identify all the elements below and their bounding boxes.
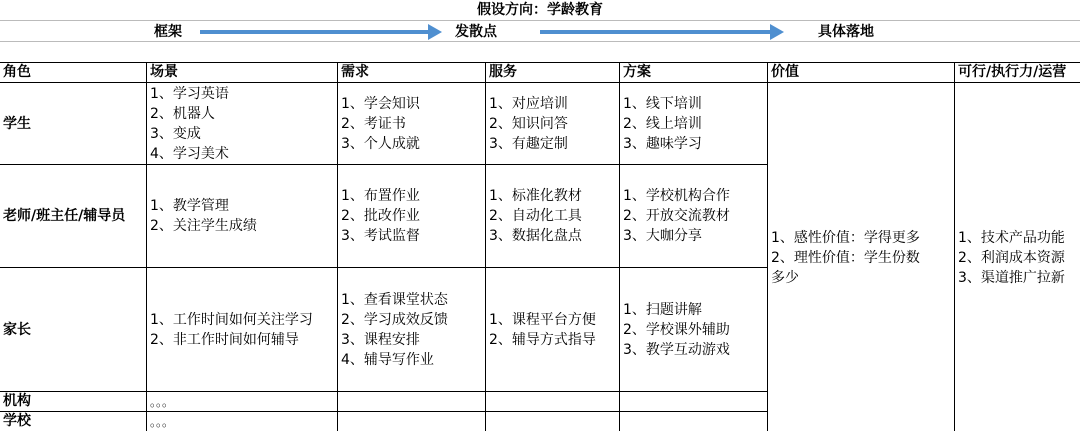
service-item: 2、知识问答 [489, 115, 568, 132]
row-student-scene [150, 83, 336, 164]
header-plan: 方案 [623, 64, 651, 80]
row-institution-scene: 。。。 [150, 395, 175, 409]
row-parent-service [489, 268, 618, 391]
scene-item: 2、机器人 [150, 105, 215, 122]
row-role-school: 学校 [3, 413, 31, 429]
need-item: 2、考证书 [341, 115, 406, 132]
flow-step-framework: 框架 [154, 24, 182, 40]
need-item: 1、查看课堂状态 [341, 291, 448, 308]
need-item: 2、学习成效反馈 [341, 311, 448, 328]
grid-line [485, 62, 486, 431]
row-teacher-plan [623, 165, 766, 267]
grid-line [337, 62, 338, 431]
value-item: 2、理性价值：学生份数 [771, 250, 920, 266]
need-item: 2、批改作业 [341, 208, 420, 224]
sheet-title: 假设方向：学龄教育 [477, 2, 603, 18]
row-role-institution: 机构 [3, 393, 31, 409]
header-value: 价值 [771, 64, 799, 80]
need-item: 1、布置作业 [341, 188, 420, 204]
need-item: 3、课程安排 [341, 331, 420, 348]
row-student-plan [623, 83, 766, 164]
feasibility-item: 3、渠道推广拉新 [958, 270, 1065, 286]
grid-line [619, 62, 620, 431]
row-teacher-need [341, 165, 484, 267]
header-need: 需求 [341, 64, 369, 80]
scene-item: 3、变成 [150, 125, 201, 142]
need-item: 3、个人成就 [341, 135, 420, 152]
row-teacher-scene [150, 165, 336, 267]
plan-item: 2、学校课外辅助 [623, 321, 730, 338]
role-label: 家长 [3, 321, 31, 338]
role-label: 学生 [3, 115, 31, 132]
row-student-need [341, 83, 484, 164]
grid-line [0, 41, 1080, 42]
grid-line [0, 20, 1080, 21]
feasibility-item: 2、利润成本资源 [958, 250, 1065, 266]
plan-item: 1、线下培训 [623, 95, 702, 112]
feasibility-cell [958, 228, 1080, 298]
row-parent-plan [623, 268, 766, 391]
flow-step-divergence: 发散点 [455, 24, 497, 40]
flow-arrow-2 [540, 30, 772, 34]
service-item: 1、课程平台方便 [489, 311, 596, 328]
service-item: 2、辅导方式指导 [489, 331, 596, 348]
need-item: 3、考试监督 [341, 228, 420, 244]
row-parent-scene [150, 268, 336, 391]
flow-arrowhead-1 [428, 24, 442, 40]
feasibility-item: 1、技术产品功能 [958, 230, 1065, 246]
scene-item: 4、学习美术 [150, 145, 229, 162]
service-item: 2、自动化工具 [489, 208, 582, 224]
header-role: 角色 [3, 64, 31, 80]
scene-item: 2、关注学生成绩 [150, 218, 257, 234]
row-parent-need [341, 268, 484, 391]
row-role-teacher [3, 165, 145, 267]
row-role-parent [3, 268, 145, 391]
row-role-student [3, 83, 145, 164]
grid-line [146, 62, 147, 431]
need-item: 4、辅导写作业 [341, 351, 434, 368]
role-label: 老师/班主任/辅导员 [3, 208, 126, 224]
scene-item: 1、学习英语 [150, 85, 229, 102]
flow-step-implementation: 具体落地 [818, 24, 874, 40]
header-feasibility: 可行/执行力/运营 [958, 64, 1067, 80]
plan-item: 3、教学互动游戏 [623, 341, 730, 358]
header-scene: 场景 [150, 64, 178, 80]
row-school-scene: 。。。 [150, 415, 175, 429]
header-service: 服务 [489, 64, 517, 80]
service-item: 3、数据化盘点 [489, 228, 582, 244]
flow-arrow-1 [200, 30, 430, 34]
row-student-service [489, 83, 618, 164]
value-item: 多少 [771, 270, 799, 286]
plan-item: 3、大咖分享 [623, 228, 702, 244]
flow-arrowhead-2 [770, 24, 784, 40]
plan-item: 2、线上培训 [623, 115, 702, 132]
service-item: 1、标准化教材 [489, 188, 582, 204]
plan-item: 1、学校机构合作 [623, 188, 730, 204]
value-item: 1、感性价值：学得更多 [771, 230, 920, 246]
need-item: 1、学会知识 [341, 95, 420, 112]
value-cell [771, 228, 953, 298]
row-teacher-service [489, 165, 618, 267]
scene-item: 1、教学管理 [150, 198, 229, 214]
service-item: 3、有趣定制 [489, 135, 568, 152]
scene-item: 1、工作时间如何关注学习 [150, 311, 313, 328]
grid-line [767, 62, 768, 431]
service-item: 1、对应培训 [489, 95, 568, 112]
grid-line [954, 62, 955, 431]
plan-item: 2、开放交流教材 [623, 208, 730, 224]
plan-item: 1、扫题讲解 [623, 301, 702, 318]
plan-item: 3、趣味学习 [623, 135, 702, 152]
scene-item: 2、非工作时间如何辅导 [150, 331, 299, 348]
